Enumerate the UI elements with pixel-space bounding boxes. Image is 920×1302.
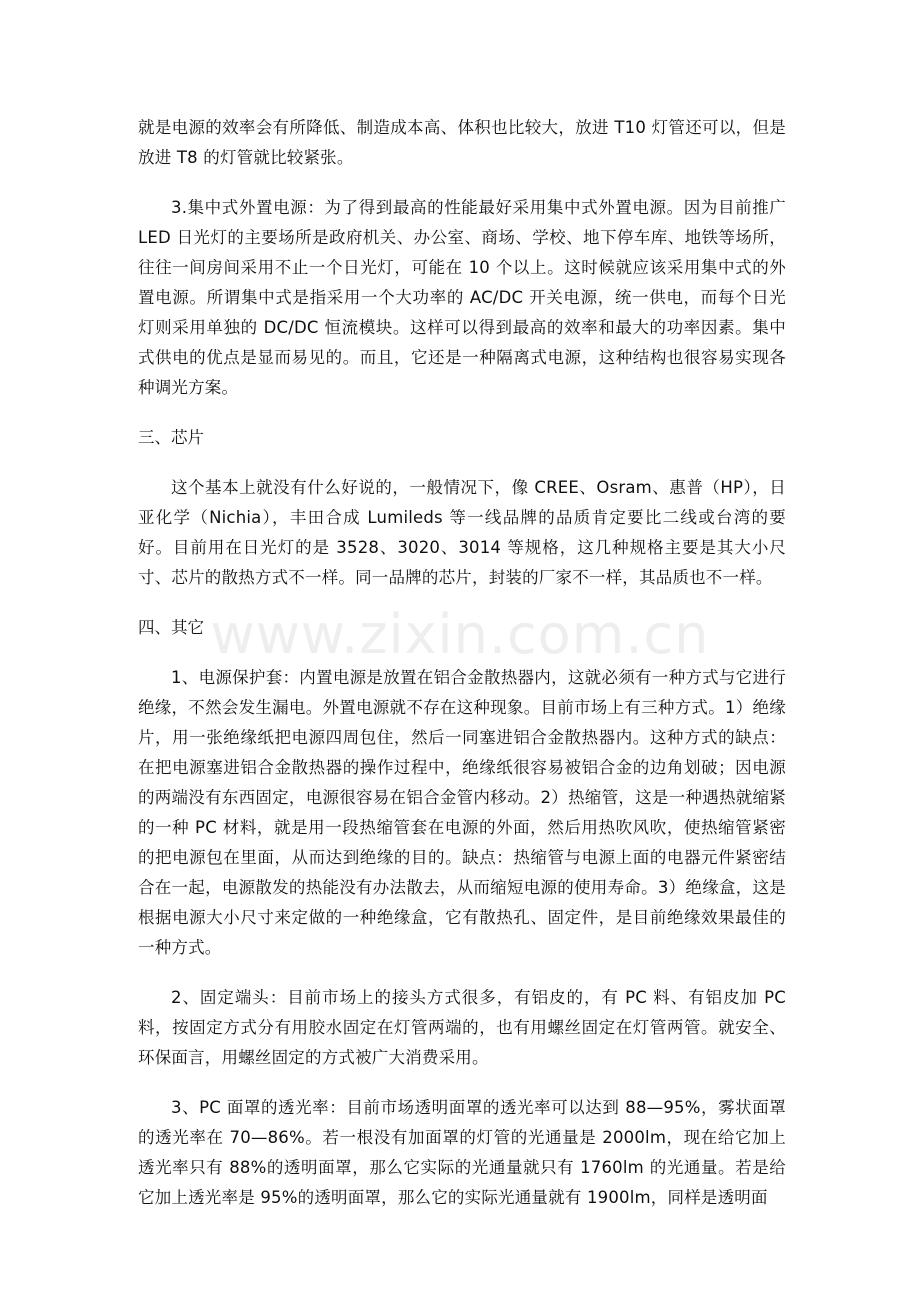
paragraph-4: 1、电源保护套：内置电源是放置在铝合金散热器内，这就必须有一种方式与它进行绝缘，不然会发生漏电。外置电源就不存在这种现象。目前市场上有三种方式。1）绝缘片，用一张绝缘纸把电源四周包住，然后一同塞进铝合金散热器内。这种方式的缺点：在把电源塞进铝合金散热器的操作过程中，绝缘纸很容易被铝合金的边角划破；因电源的两端没有东西固定，电源很容易在铝合金管内移动。2）热缩管，这是一种遇热就缩紧的一种 PC 材料，就是用一段热缩管套在电源的外面，然后用热吹风吹，使热缩管紧密的把电源包在里面，从而达到绝缘的目的。缺点：热缩管与电源上面的电器元件紧密结合在一起，电源散发的热能没有办法散去，从而缩短电源的使用寿命。3）绝缘盒，这是根据电源大小尺寸来定做的一种绝缘盒，它有散热孔、固定件，是目前绝缘效果最佳的一种方式。 xyxy=(138,668,786,957)
section-heading-3: 三、芯片 xyxy=(138,428,204,447)
paragraph-6: 3、PC 面罩的透光率：目前市场透明面罩的透光率可以达到 88—95%，雾状面罩的透光率在 70—86%。若一根没有加面罩的灯管的光通量是 2000lm，现在给它加上透光率只有 88%的透明面罩，那么它实际的光通量就只有 1760lm 的光通量。若是给它加上透光率是 95%的透明面罩，那么它的实际光通量就有 1900lm，同样是透明面 xyxy=(138,1098,786,1207)
paragraph-gap xyxy=(138,403,786,423)
paragraph-2: 3.集中式外置电源：为了得到最高的性能最好采用集中式外置电源。因为目前推广 LED 日光灯的主要场所是政府机关、办公室、商场、学校、地下停车库、地铁等场所，往往一间房间采用不止一个日光灯，可能在 10 个以上。这时候就应该采用集中式的外置电源。所谓集中式是指采用一个大功率的 AC/DC 开关电源，统一供电，而每个日光灯则采用单独的 DC/DC 恒流模块。这样可以得到最高的效率和最大的功率因素。集中式供电的优点是显而易见的。而且，它还是一种隔离式电源，这种结构也很容易实现各种调光方案。 xyxy=(138,198,786,397)
paragraph-gap xyxy=(138,593,786,613)
paragraph-gap xyxy=(138,173,786,193)
watermark: www.zixin.com.cn xyxy=(210,603,710,666)
section-heading-4: 四、其它 xyxy=(138,618,204,637)
paragraph-gap xyxy=(138,453,786,473)
paragraph-gap xyxy=(138,1073,786,1093)
paragraph-1: 就是电源的效率会有所降低、制造成本高、体积也比较大，放进 T10 灯管还可以，但是放进 T8 的灯管就比较紧张。 xyxy=(138,118,786,167)
paragraph-gap xyxy=(138,963,786,983)
document-body xyxy=(138,113,786,1213)
paragraph-3: 这个基本上就没有什么好说的，一般情况下，像 CREE、Osram、惠普（HP），日亚化学（Nichia），丰田合成 Lumileds 等一线品牌的品质肯定要比二线或台湾的要好。目前用在日光灯的是 3528、3020、3014 等规格，这几种规格主要是其大小尺寸、芯片的散热方式不一样。同一品牌的芯片，封装的厂家不一样，其品质也不一样。 xyxy=(138,478,786,587)
paragraph-5: 2、固定端头：目前市场上的接头方式很多，有铝皮的，有 PC 料、有铝皮加 PC 料，按固定方式分有用胶水固定在灯管两端的，也有用螺丝固定在灯管两管。就安全、环保面言，用螺丝固定的方式被广大消费采用。 xyxy=(138,988,786,1067)
paragraph-gap xyxy=(138,643,786,663)
